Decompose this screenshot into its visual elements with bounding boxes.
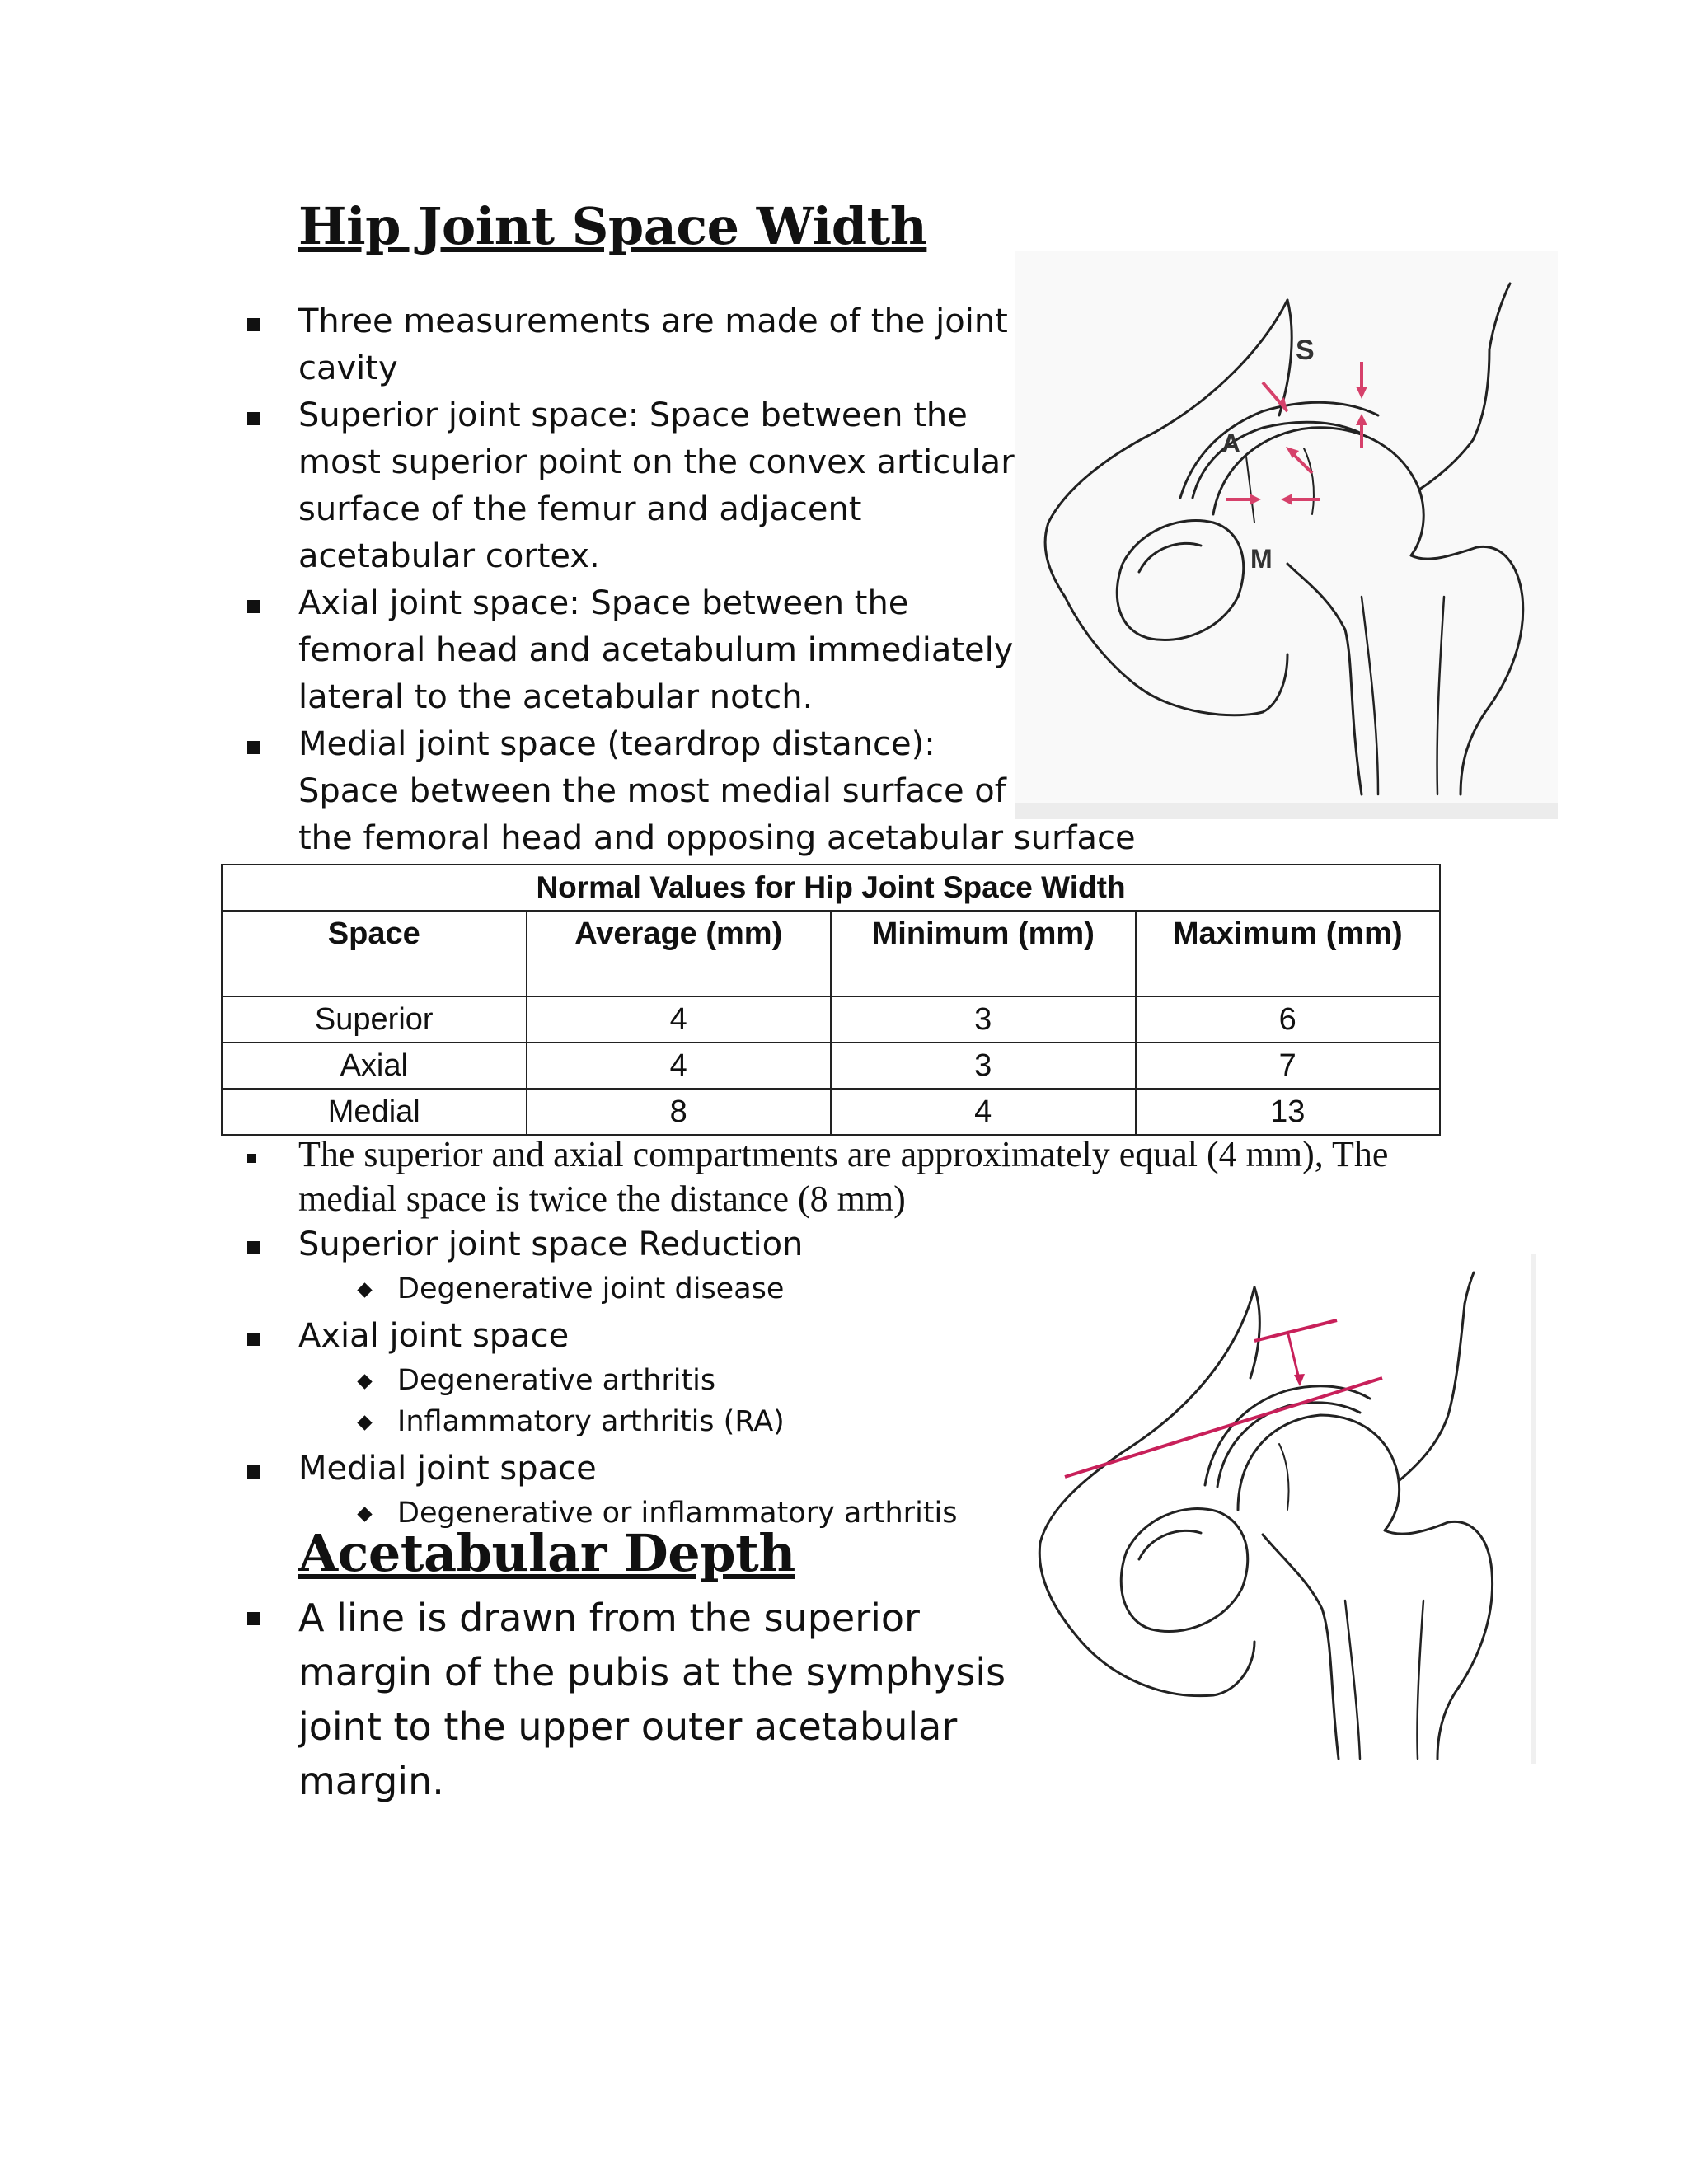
section-title-hip-joint-space-width: Hip Joint Space Width — [298, 196, 927, 256]
bullet-line: femoral head and acetabulum immediately — [298, 631, 1014, 669]
sub-item — [397, 1401, 957, 1442]
acetabular-depth-bullet-list — [298, 1591, 1006, 1808]
table-cell: 7 — [1136, 1043, 1441, 1089]
summary-line: The superior and axial compartments are approximately equal (4 mm), The — [298, 1134, 1389, 1174]
hip-joint-diagram — [1015, 251, 1558, 819]
table-cell: 3 — [831, 1043, 1136, 1089]
table-cell: 3 — [831, 996, 1136, 1043]
table-cell: 6 — [1136, 996, 1441, 1043]
bullet-line: cavity — [298, 349, 398, 387]
bullet-line: joint to the upper outer acetabular — [298, 1704, 958, 1749]
bullet-line: A line is drawn from the superior — [298, 1596, 920, 1640]
bullet-item — [298, 392, 1136, 580]
column-header: Maximum (mm) — [1136, 911, 1441, 996]
bullet-line: the femoral head and opposing acetabular surface — [298, 819, 1136, 857]
label-a: A — [1221, 429, 1241, 458]
column-header: Average (mm) — [527, 911, 832, 996]
bullet-line: Axial joint space: Space between the — [298, 584, 909, 622]
bullet-line: lateral to the acetabular notch. — [298, 678, 814, 716]
label-m: M — [1250, 544, 1273, 574]
list-item-label: Axial joint space — [298, 1317, 570, 1355]
sub-item-label: Degenerative joint disease — [397, 1272, 785, 1305]
sub-item — [397, 1360, 957, 1401]
sub-item-label: Degenerative arthritis — [397, 1364, 716, 1397]
table-cell: Superior — [222, 996, 527, 1043]
table-row — [222, 1043, 1440, 1089]
summary-note — [298, 1132, 1388, 1221]
diamond-bullet-icon — [357, 1282, 372, 1297]
label-s: S — [1296, 335, 1315, 366]
square-bullet-icon — [247, 1241, 260, 1254]
table-cell: Axial — [222, 1043, 527, 1089]
bullet-item — [298, 580, 1136, 721]
column-header: Space — [222, 911, 527, 996]
bullet-line: surface of the femur and adjacent — [298, 490, 862, 528]
table-cell: Medial — [222, 1089, 527, 1135]
square-bullet-icon — [247, 412, 260, 425]
list-item — [298, 1221, 957, 1313]
reduction-list — [298, 1221, 957, 1537]
bullet-line: margin of the pubis at the symphysis — [298, 1650, 1006, 1694]
square-bullet-icon — [247, 318, 260, 331]
list-item — [298, 1313, 957, 1446]
acetabular-depth-diagram — [1015, 1254, 1536, 1764]
bullet-line: Medial joint space (teardrop distance): — [298, 725, 935, 763]
section-title-acetabular-depth: Acetabular Depth — [298, 1523, 795, 1583]
diamond-bullet-icon — [357, 1507, 372, 1521]
table-cell: 13 — [1136, 1089, 1441, 1135]
diamond-bullet-icon — [357, 1374, 372, 1389]
sub-item-label: Degenerative or inflammatory arthritis — [397, 1497, 958, 1530]
square-bullet-icon — [247, 1465, 260, 1479]
table-cell: 8 — [527, 1089, 832, 1135]
diamond-bullet-icon — [357, 1415, 372, 1430]
list-item-label: Superior joint space Reduction — [298, 1226, 804, 1263]
square-bullet-icon — [247, 1333, 260, 1346]
joint-space-bullet-list — [298, 298, 1136, 862]
bullet-line: most superior point on the convex articular — [298, 443, 1015, 481]
bullet-line: Superior joint space: Space between the — [298, 396, 968, 434]
square-bullet-icon — [247, 741, 260, 754]
summary-line: medial space is twice the distance (8 mm) — [298, 1179, 906, 1219]
bullet-item — [298, 298, 1136, 392]
bullet-line: Space between the most medial surface of — [298, 772, 1006, 810]
bullet-item — [298, 721, 1136, 862]
bullet-line: acetabular cortex. — [298, 537, 600, 575]
sub-item-label: Inflammatory arthritis (RA) — [397, 1405, 785, 1438]
table-cell: 4 — [527, 996, 832, 1043]
table-header-row — [222, 911, 1440, 996]
column-header: Minimum (mm) — [831, 911, 1136, 996]
bullet-item — [298, 1591, 1006, 1808]
table-cell: 4 — [831, 1089, 1136, 1135]
table-row — [222, 1089, 1440, 1135]
bullet-line: margin. — [298, 1759, 444, 1803]
bullet-line: Three measurements are made of the joint — [298, 302, 1008, 340]
table-cell: 4 — [527, 1043, 832, 1089]
square-bullet-icon — [247, 1154, 256, 1163]
square-bullet-icon — [247, 1612, 260, 1625]
hip-joint-measurement-figure — [1015, 251, 1558, 819]
sub-item — [397, 1268, 957, 1310]
normal-values-table — [221, 864, 1441, 1136]
table-caption: Normal Values for Hip Joint Space Width — [222, 865, 1440, 911]
square-bullet-icon — [247, 600, 260, 613]
table-row — [222, 996, 1440, 1043]
list-item-label: Medial joint space — [298, 1450, 597, 1488]
acetabular-depth-figure — [1015, 1254, 1536, 1764]
